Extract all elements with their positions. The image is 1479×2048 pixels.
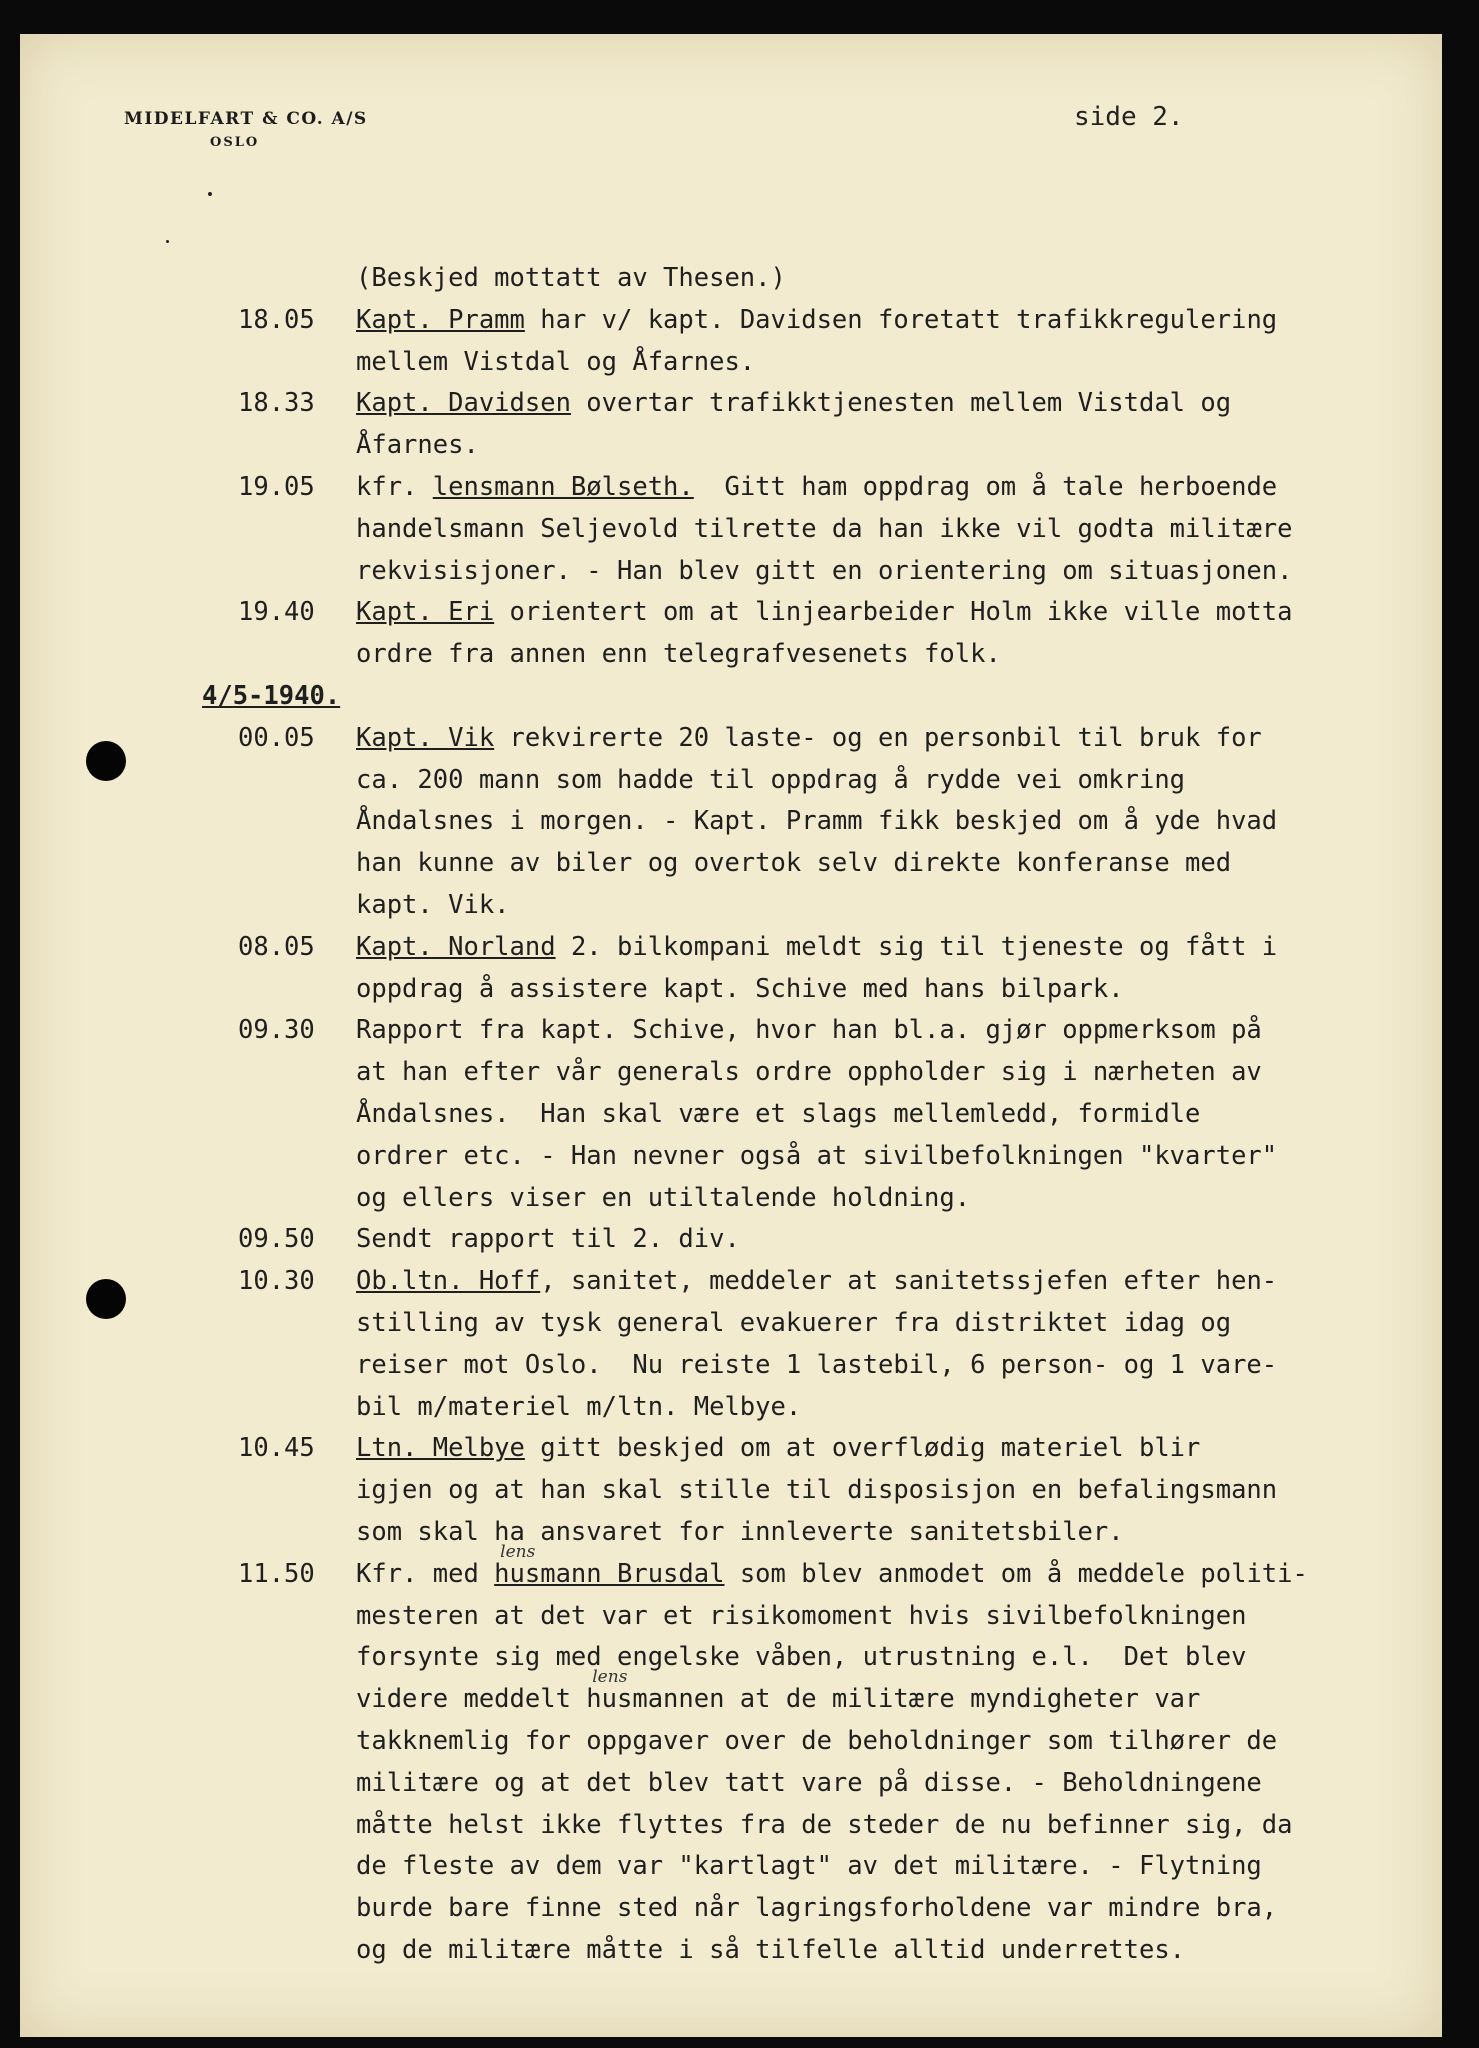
entry-text: forsynte sig med engelske våben, utrustning e.l. Det blev [356,1642,1247,1673]
entry-text: Kapt. Pramm har v/ kapt. Davidsen foretatt trafikkregulering [356,304,1278,335]
entry-text: kfr. lensmann Bølseth. Gitt ham oppdrag om å tale herboende [356,472,1278,502]
entry-time: 11.50 [238,1558,315,1589]
date-heading: 4/5-1940. [202,681,341,711]
entry-time: 09.30 [238,1015,315,1046]
entry-time: 19.40 [238,597,315,628]
entry-time: 10.30 [238,1266,315,1297]
entry-time: 18.33 [238,388,315,419]
punch-hole [86,741,126,781]
entry-text: og de militære måtte i så tilfelle alltid underrettes. [356,1935,1186,1965]
entry-text: de fleste av dem var "kartlagt" av det militære. - Flytning [356,1851,1262,1882]
punch-hole [86,1279,126,1319]
document-page [20,34,1442,2037]
handwritten-correction: lens [592,1667,628,1688]
speck [166,240,169,243]
speck [208,192,212,196]
entry-text: militære og at det blev tatt vare på disse. - Beholdningene [356,1767,1262,1798]
entry-text: bil m/materiel m/ltn. Melbye. [356,1391,802,1422]
entry-time: 18.05 [238,304,315,335]
entry-text: Åndalsnes i morgen. - Kapt. Pramm fikk beskjed om å yde hvad [356,806,1278,837]
entry-time: 08.05 [238,931,315,962]
entry-text: Kapt. Norland 2. bilkompani meldt sig til tjeneste og fått i [356,931,1278,962]
letterhead-city: OSLO [210,135,260,150]
entry-text: ordrer etc. - Han nevner også at sivilbefolkningen "kvarter" [356,1140,1278,1171]
entry-text: mellem Vistdal og Åfarnes. [356,346,756,377]
entry-text: måtte helst ikke flyttes fra de steder de nu befinner sig, da [356,1809,1293,1840]
letterhead-company: MIDELFART & CO. A/S [124,109,368,129]
entry-text: rekvisisjoner. - Han blev gitt en orientering om situasjonen. [356,555,1293,586]
letterhead [124,109,368,150]
page-number: side 2. [1074,102,1184,132]
entry-text: stilling av tysk general evakuerer fra distriktet idag og [356,1308,1232,1338]
entry-text: kapt. Vik. [356,890,510,920]
entry-text: Åndalsnes. Han skal være et slags mellemledd, formidle [356,1099,1201,1129]
entry-text: mesteren at det var et risikomoment hvis sivilbefolkningen [356,1600,1247,1631]
entry-text: Sendt rapport til 2. div. [356,1224,740,1255]
entry-text: Kapt. Davidsen overtar trafikktjenesten mellem Vistdal og [356,388,1232,419]
entry-text: og ellers viser en utiltalende holdning. [356,1182,971,1213]
entry-text: Kapt. Vik rekvirerte 20 laste- og en personbil til bruk for [356,722,1262,753]
entry-text: Kfr. med husmann Brusdal som blev anmodet om å meddele politi- lens [356,1554,1308,1594]
entry-text: handelsmann Seljevold tilrette da han ikke vil godta militære [356,513,1293,544]
entry-text: Ob.ltn. Hoff, sanitet, meddeler at sanitetssjefen efter hen- [356,1266,1278,1297]
entry-text: burde bare finne sted når lagringsforholdene var mindre bra, [356,1893,1278,1924]
entry-text: som skal ha ansvaret for innleverte sanitetsbiler. [356,1517,1124,1547]
entry-time: 10.45 [238,1433,315,1464]
handwritten-correction: lens [500,1541,536,1562]
entry-time: 09.50 [238,1224,315,1255]
entry-text: Åfarnes. [356,430,479,461]
entry-text: ca. 200 mann som hadde til oppdrag å rydde vei omkring [356,764,1186,795]
entry-text: takknemlig for oppgaver over de beholdninger som tilhører de [356,1726,1278,1756]
entry-text: at han efter vår generals ordre oppholder sig i nærheten av [356,1057,1262,1088]
entry-text: videre meddelt husmannen at de militære myndigheter var lens [356,1679,1200,1719]
entry-time: 00.05 [238,722,315,753]
entry-text: reiser mot Oslo. Nu reiste 1 lastebil, 6 person- og 1 vare- [356,1349,1278,1380]
entry-text: igjen og at han skal stille til disposisjon en befalingsmann [356,1475,1278,1506]
entry-text: han kunne av biler og overtok selv direkte konferanse med [356,848,1232,879]
entry-text: Ltn. Melbye gitt beskjed om at overflødig materiel blir [356,1433,1201,1464]
entry-text: oppdrag å assistere kapt. Schive med hans bilpark. [356,973,1124,1004]
entry-text: Rapport fra kapt. Schive, hvor han bl.a. gjør oppmerksom på [356,1015,1262,1046]
entry-text: (Beskjed mottatt av Thesen.) [356,263,786,293]
entry-text: ordre fra annen enn telegrafvesenets folk. [356,639,1001,670]
entry-text: Kapt. Eri orientert om at linjearbeider Holm ikke ville motta [356,597,1293,628]
entry-time: 19.05 [238,472,315,502]
